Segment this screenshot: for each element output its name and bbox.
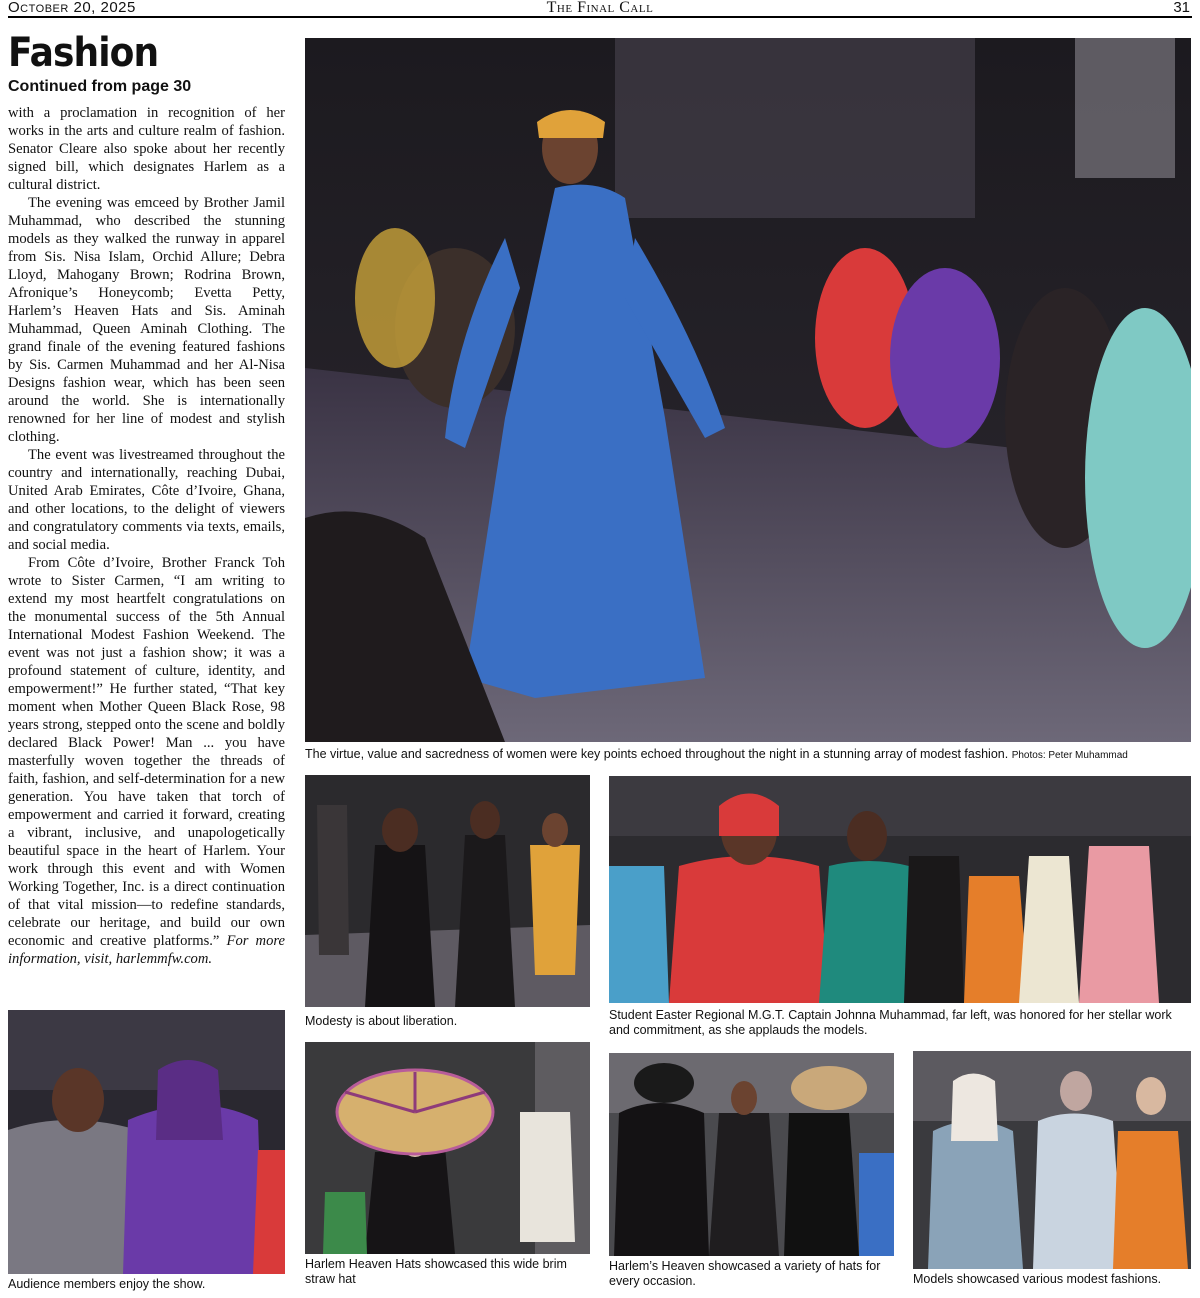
straw-hat-photo xyxy=(305,1042,590,1254)
article-body xyxy=(8,104,285,968)
article-paragraph: The evening was emceed by Brother Jamil Muhammad, who described the stunning models as they walked the runway in apparel from Sis. Nisa Islam, Orchid Allure; Debra Lloyd, Mahogany Brown; Rodrina Brown, Afronique’s Honeycomb; Evetta Petty, Harlem’s Heaven Hats and Sis. Aminah Muhammad, Queen Aminah Clothing. The grand finale of the evening featured fashions by Sis. Carmen Muhammad and her Al-Nisa Designs fashion wear, which has been seen around the world. She is internationally renowned for her line of modest and stylish clothing. xyxy=(8,195,285,445)
runway-photo-caption: The virtue, value and sacredness of women were key points echoed throughout the night in a stunning array of modest fashion. Photos: Peter Muhammad xyxy=(305,747,1128,761)
audience-caption: Audience members enjoy the show. xyxy=(8,1277,206,1291)
models-photo xyxy=(913,1051,1191,1269)
continued-note: Continued from page 30 xyxy=(8,78,192,95)
page-number: 31 xyxy=(1173,0,1190,16)
runway-photo xyxy=(305,38,1191,742)
photo-credit: Photos: Peter Muhammad xyxy=(1011,750,1128,761)
models-caption: Models showcased various modest fashions. xyxy=(913,1272,1162,1286)
straw-hat-caption: Harlem Heaven Hats showcased this wide brim straw hat xyxy=(305,1257,567,1286)
hats-caption: Harlem’s Heaven showcased a variety of hats for every occasion. xyxy=(609,1259,881,1288)
issue-date: October 20, 2025 xyxy=(8,0,136,16)
hats-photo xyxy=(609,1053,894,1256)
applause-photo xyxy=(609,776,1191,1003)
models-clapping-photo xyxy=(305,775,590,1007)
article-quote: From Côte d’Ivoire, Brother Franck Toh wrote to Sister Carmen, “I am writing to extend my most heartfelt congratulations on the monumental success of the 5th Annual International Modest Fashion Weekend. The event was not just a fashion show; it was a profound statement of culture, identity, and empowerment!” He further stated, “That key moment when Mother Queen Black Rose, 98 years strong, stepped onto the scene and boldly declared Black Power! Man ... you have masterfully woven together the threads of faith, fashion, and self-determination for a new generation. You have taken that torch of empowerment and carried it forward, creating a vibrant, inclusive, and unapologetically beautiful space in the heart of Harlem. Your work through this event and with Women Working Together, Inc. is a direct continuation of that vital mission—to redefine standards, celebrate our heritage, and build our own economic and creative platforms.” xyxy=(8,555,285,949)
article-paragraph xyxy=(8,554,285,968)
audience-photo xyxy=(8,1010,285,1274)
section-title: Fashion xyxy=(8,30,159,76)
article-paragraph: The event was livestreamed throughout the country and internationally, reaching Dubai, United Arab Emirates, Côte d’Ivoire, Ghana, and other locations, to the delight of viewers and congratulatory comments via texts, emails, and social media. xyxy=(8,447,285,553)
more-info-link-text: For more information, visit, harlemmfw.com. xyxy=(8,933,285,967)
newspaper-name: The Final Call xyxy=(546,0,654,16)
masthead xyxy=(8,0,1192,18)
article-paragraph: with a proclamation in recognition of her works in the arts and culture realm of fashion. Senator Cleare also spoke about her recently signed bill, which designates Harlem as a cultural district. xyxy=(8,105,285,193)
captain-caption: Student Easter Regional M.G.T. Captain Johnna Muhammad, far left, was honored for her stellar work and commitment, as she applauds the models. xyxy=(609,1008,1172,1037)
modesty-caption: Modesty is about liberation. xyxy=(305,1014,458,1028)
